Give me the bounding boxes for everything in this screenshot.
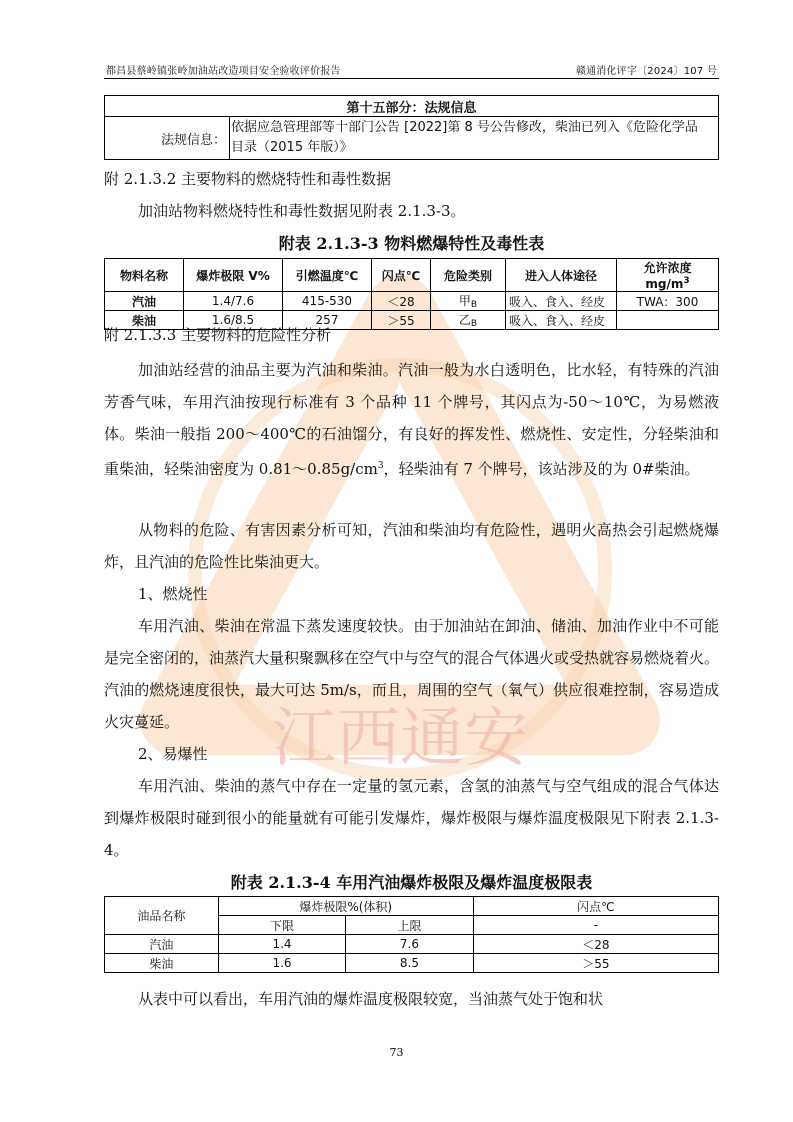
table3-cell: ＞55 xyxy=(372,311,431,330)
table3-cell: 1.6/8.5 xyxy=(184,311,283,330)
table3-cell: 吸入、食入、经皮 xyxy=(506,292,617,311)
table3-cell: 甲$_B$ xyxy=(431,292,506,311)
table3-header-allowed: 允许浓度 $mg/m^3$ xyxy=(617,259,719,292)
table4-header-row xyxy=(105,897,719,916)
table3-cell: 汽油 xyxy=(105,292,184,311)
table3-cell: 吸入、食入、经皮 xyxy=(506,311,617,330)
section-2132-text: 加油站物料燃烧特性和毒性数据见附表 2.1.3-3。 xyxy=(138,202,466,220)
table3-header: 引燃温度℃ xyxy=(283,259,372,292)
header-divider xyxy=(104,78,719,79)
section-2133-paragraph-1: 加油站经营的油品主要为汽油和柴油。汽油一般为水白透明色，比水轻，有特殊的汽油芳香气味，车用汽油按现行标准有 3 个品种 11 个牌号，其闪点为-50～10℃，为易燃液体。柴油一般指 200～400℃的石油馏分，有良好的挥发性、燃烧性、安定性，分轻柴油和重柴油，轻柴油密度为 $0.81\sim 0.85g/cm^3$，轻柴油有 7 个牌号，该站涉及的为 0#柴油。 xyxy=(104,361,719,478)
table3-cell: 柴油 xyxy=(105,311,184,330)
table4-header-limit: 爆炸极限%(体积) xyxy=(218,897,473,916)
table-row xyxy=(105,292,719,311)
table4-cell: ＞55 xyxy=(473,954,718,973)
table3-header-row xyxy=(105,259,719,292)
section-2133-paragraph-2: 从物料的危险、有害因素分析可知，汽油和柴油均有危险性，遇明火高热会引起燃烧爆炸，且汽油的危险性比柴油更大。 xyxy=(104,521,719,571)
table4-subheader-lower: 下限 xyxy=(218,916,345,935)
running-header-report-number: 赣通消化评字〔2024〕107 号 xyxy=(575,66,717,77)
law-table-value-line2: 目录（2015 年版）》 xyxy=(231,140,353,155)
table4-cell: 柴油 xyxy=(105,954,219,973)
law-table-value xyxy=(230,117,719,160)
table4-subheader-flash: - xyxy=(473,916,718,935)
table3-header: 物料名称 xyxy=(105,259,184,292)
subheading-explosiveness: 2、易爆性 xyxy=(138,745,208,763)
table4-cell: 8.5 xyxy=(346,954,473,973)
table4-cell: 汽油 xyxy=(105,935,219,954)
table3-header: 闪点℃ xyxy=(372,259,431,292)
law-table-key: 法规信息： xyxy=(105,117,230,160)
table3-cell: TWA：300 xyxy=(617,292,719,311)
law-table-value-line1: 依据应急管理部等十部门公告 [2022]第 8 号公告修改，柴油已列入《危险化学品 xyxy=(231,120,698,135)
table3-cell: ＜28 xyxy=(372,292,431,311)
table4-cell: 1.6 xyxy=(218,954,345,973)
table4-header-name: 油品名称 xyxy=(105,897,219,935)
watermark-text: 江西通安 xyxy=(272,702,528,776)
table3-cell: 乙$_B$ xyxy=(431,311,506,330)
table3-cell: 415-530 xyxy=(283,292,372,311)
law-info-table xyxy=(104,95,719,160)
table4-caption: 附表 2.1.3-4 车用汽油爆炸极限及爆炸温度极限表 xyxy=(230,873,593,892)
tail-paragraph: 从表中可以看出，车用汽油的爆炸温度极限较宽，当油蒸气处于饱和状 xyxy=(138,990,604,1008)
law-table-title: 第十五部分：法规信息 xyxy=(105,96,719,117)
section-2133-paragraph-3: 车用汽油、柴油在常温下蒸发速度较快。由于加油站在卸油、储油、加油作业中不可能是完全密闭的，油蒸汽大量积聚飘移在空气中与空气的混合气体遇火或受热就容易燃烧着火。汽油的燃烧速度很快，最大可达 5m/s，而且，周围的空气（氧气）供应很难控制，容易造成火灾蔓延。 xyxy=(104,617,720,731)
table4-header-flash: 闪点℃ xyxy=(473,897,718,916)
table3-header: 爆炸极限 V% xyxy=(184,259,283,292)
section-2133-heading: 附 2.1.3.3 主要物料的危险性分析 xyxy=(104,326,332,344)
table3-cell: 257 xyxy=(283,311,372,330)
table3-header: 进入人体途径 xyxy=(506,259,617,292)
table3-caption: 附表 2.1.3-3 物料燃爆特性及毒性表 xyxy=(278,234,545,253)
table-row xyxy=(105,935,719,954)
running-header-title: 都昌县蔡岭镇张岭加油站改造项目安全验收评价报告 xyxy=(106,66,341,77)
page-number: 73 xyxy=(389,1046,404,1059)
table4-cell: ＜28 xyxy=(473,935,718,954)
table3-header: 危险类别 xyxy=(431,259,506,292)
subheading-combustibility: 1、燃烧性 xyxy=(138,585,208,603)
section-2132-heading: 附 2.1.3.2 主要物料的燃烧特性和毒性数据 xyxy=(104,170,392,188)
section-2133-paragraph-4: 车用汽油、柴油的蒸气中存在一定量的氢元素，含氢的油蒸气与空气组成的混合气体达到爆炸极限时碰到很小的能量就有可能引发爆炸，爆炸极限与爆炸温度极限见下附表 2.1.3-4。 xyxy=(104,777,719,859)
table3-cell: 1.4/7.6 xyxy=(184,292,283,311)
table4-subheader-upper: 上限 xyxy=(346,916,473,935)
table-row xyxy=(105,954,719,973)
table4-cell: 7.6 xyxy=(346,935,473,954)
table4 xyxy=(104,896,719,973)
table4-cell: 1.4 xyxy=(218,935,345,954)
